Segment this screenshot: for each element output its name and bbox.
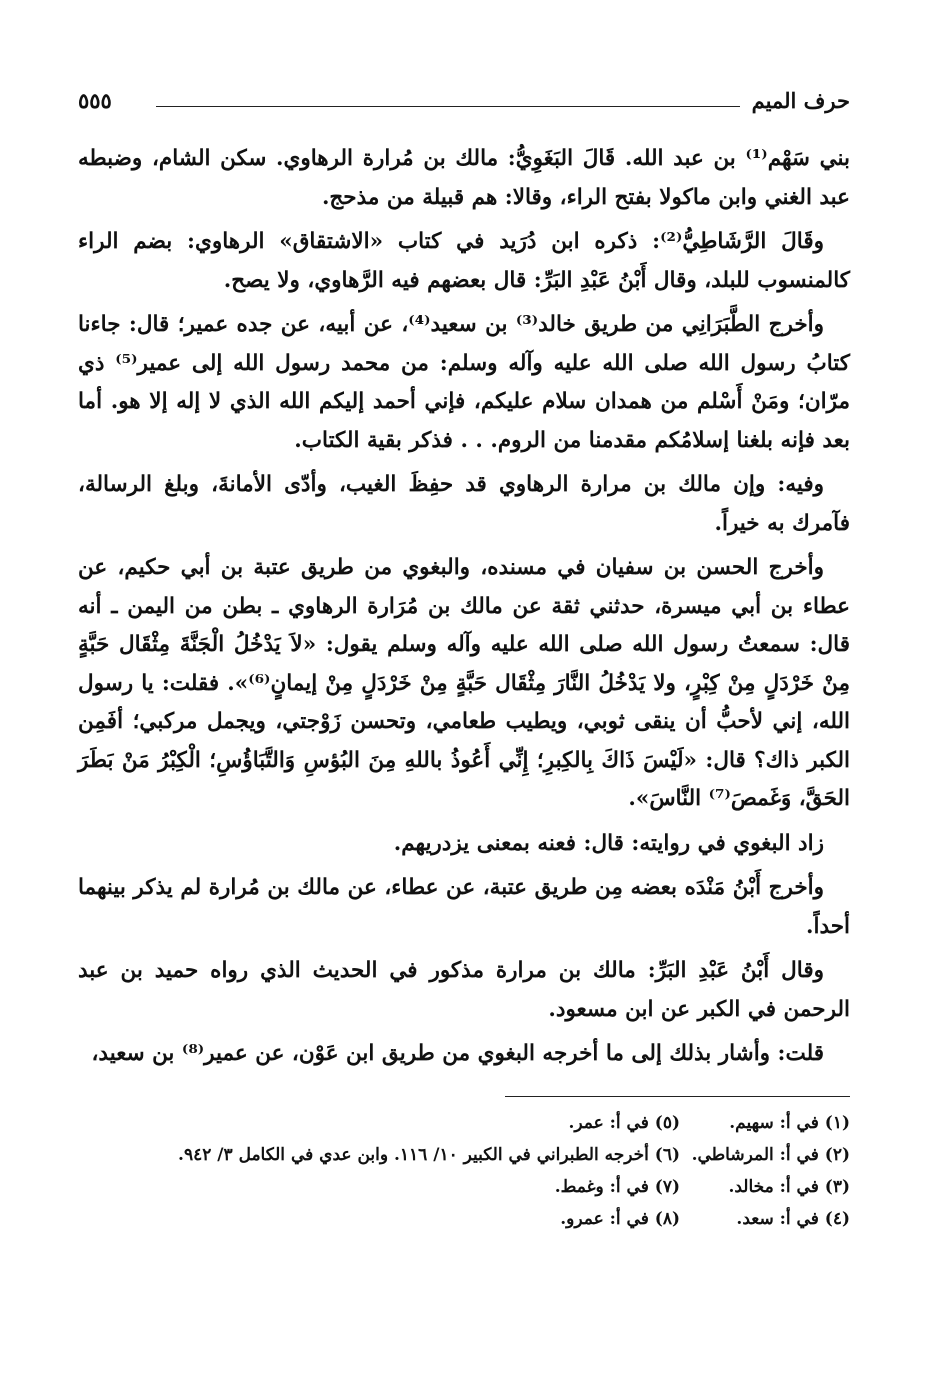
- footnote: (٧) في أ: وغمط.: [554, 1176, 680, 1197]
- paragraph: زاد البغوي في روايته: قال: فعنه بمعنى يزدريهم.: [393, 830, 824, 856]
- footnote: (١) في أ: سهيم.: [729, 1112, 850, 1133]
- footnote: (٨) في أ: عمرو.: [560, 1208, 680, 1229]
- page-number: ٥٥٥: [78, 88, 112, 113]
- footnote: (٣) في أ: مخالد.: [728, 1176, 850, 1197]
- footnote-column-right: [680, 1107, 850, 1235]
- running-header: [78, 88, 850, 122]
- paragraph: وقَالَ الرَّشَاطِيُّ⁽²⁾: ذكره ابن دُرَيد في كتاب «الاشتقاق» الرهاوي: بضم الراء كالمنسوب للبلد، وقال أَبْنُ عَبْدِ البَرِّ: قال بعضهم فيه الرَّهاوي، ولا يصح.: [78, 229, 850, 293]
- footnotes: [78, 1107, 850, 1235]
- header-rule: [156, 106, 740, 107]
- footnote-rule: [505, 1096, 850, 1097]
- footnote: (٤) في أ: سعد.: [736, 1208, 850, 1229]
- main-text: [78, 140, 850, 1074]
- footnote-column-left: [78, 1107, 680, 1235]
- chapter-title: حرف الميم: [751, 88, 850, 113]
- footnote: (٥) في أ: عمر.: [568, 1112, 680, 1133]
- paragraph: وأخرج الحسن بن سفيان في مسنده، والبغوي من طريق عتبة بن أبي حكيم، عن عطاء بن أبي ميسرة، حدثني ثقة عن مالك بن مُرَارة الرهاوي ـ بطن من اليمن ـ أنه قال: سمعتُ رسول الله صلى الله عليه وآله وسلم يقول: «لاَ يَدْخُلُ الْجَنَّةَ مِثْقَال حَبَّةٍ مِنْ خَرْدَلٍ مِنْ كِبْرٍ، ولا يَدْخُلُ النَّارَ مِثْقَال حَبَّةٍ مِنْ خَرْدَلٍ مِنْ إيمانٍ⁽⁶⁾». فقلت: يا رسول الله، إني لأحبُّ أن ينقى ثوبي، ويطيب طعامي، وتحسن زَوْجتي، ويجمل مركبي؛ أفَمِن الكبر ذاك؟ قال: «لَيْسَ ذَاكَ بِالكِبرِ؛ إِنِّي أَعُوذُ باللهِ مِنَ البُؤسِ وَالتَّبَاؤُسِ؛ الْكِبْرُ مَنْ بَطَرَ الحَقَّ، وَغَمصَ⁽⁷⁾ النَّاسَ».: [78, 555, 850, 811]
- paragraph: وأخرج أَبْنُ مَنْدَه بعضه مِن طريق عتبة، عن عطاء، عن مالك بن مُرارة لم يذكر بينهما أحداً.: [78, 875, 850, 939]
- paragraph: قلت: وأشار بذلك إلى ما أخرجه البغوي من طريق ابن عَوْن، عن عمير⁽⁸⁾ بن سعيد،: [91, 1041, 824, 1066]
- paragraph: وأخرج الطَّبَرَانِي من طريق خالد⁽³⁾ بن سعيد⁽⁴⁾، عن أبيه، عن جده عمير؛ قال: جاءنا كتابُ رسول الله صلى الله عليه وآله وسلم: من محمد رسول الله إلى عمير⁽⁵⁾ ذي مرّان؛ ومَنْ أَسْلم من همدان سلام عليكم، فإني أحمد إليكم الله الذي لا إله إلا هو. أما بعد فإنه بلغنا إسلامُكم مقدمنا من الروم. . . فذكر بقية الكتاب.: [78, 312, 850, 453]
- paragraph: وفيه: وإن مالك بن مرارة الرهاوي قد حفِظَ الغيب، وأدّى الأمانةَ، وبلغ الرسالة، فآمرك به خيراً.: [78, 472, 850, 536]
- book-page: [78, 88, 850, 1235]
- footnote: (٢) في أ: المرشاطي.: [691, 1144, 850, 1165]
- paragraph: وقال أَبْنُ عَبْدِ البَرِّ: مالك بن مرارة مذكور في الحديث الذي رواه حميد بن عبد الرحمن في الكبر عن ابن مسعود.: [78, 958, 850, 1022]
- paragraph: بني سَهْم⁽¹⁾ بن عبد الله. قَالَ البَغَوِيُّ: مالك بن مُرارة الرهاوي. سكن الشام، وضبطه عبد الغني وابن ماكولا بفتح الراء، وقالا: هم قبيلة من مذحج.: [78, 146, 850, 210]
- footnote: (٦) أخرجه الطبراني في الكبير ١٠/ ١١٦. وابن عدي في الكامل ٣/ ٩٤٢.: [178, 1144, 680, 1165]
